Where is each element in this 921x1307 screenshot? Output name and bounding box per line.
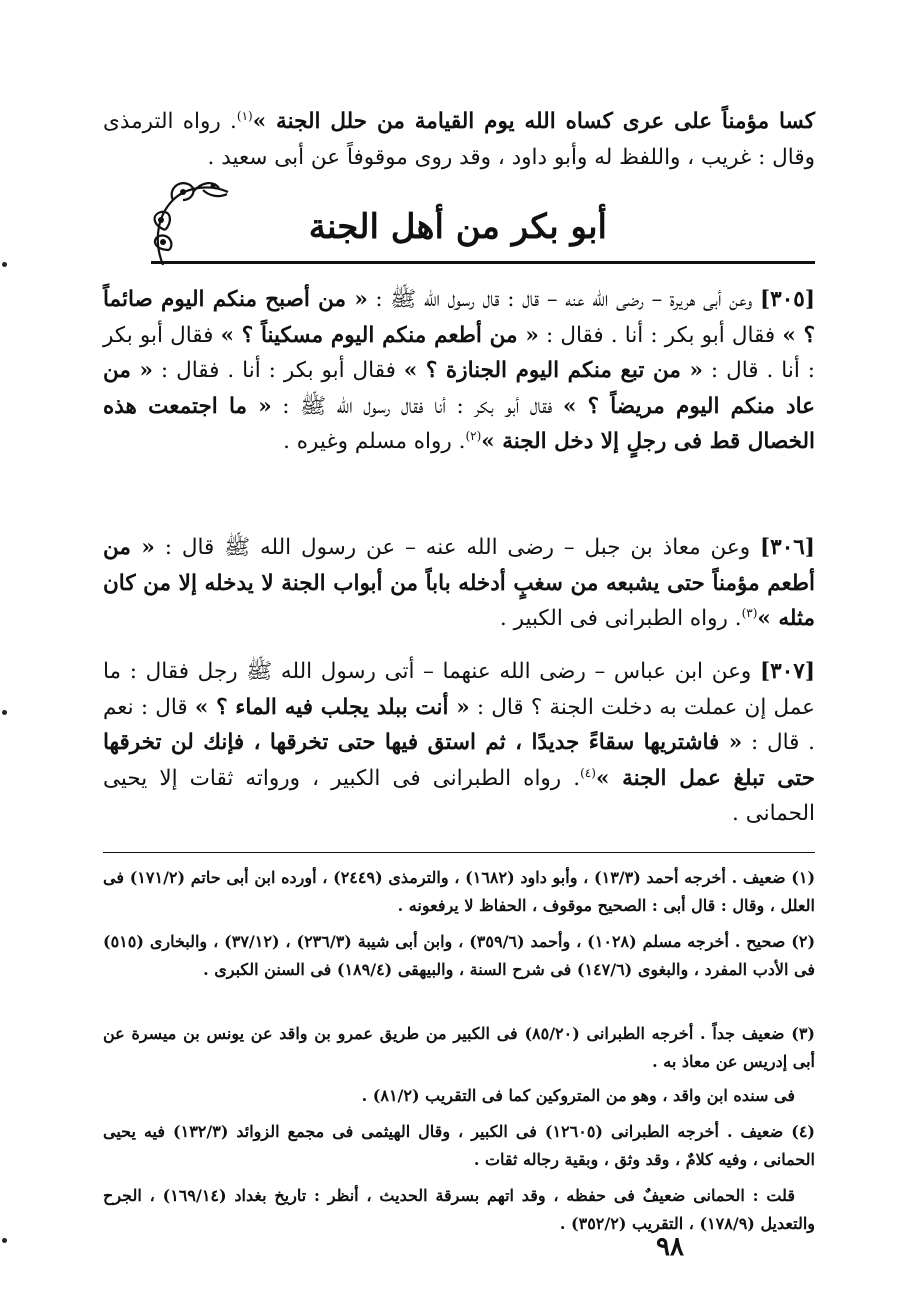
hadith-number: [٣٠٧] (759, 659, 815, 684)
footnote-ref: (٢) (465, 428, 482, 443)
text: فقال أبو بكر : أنا . فقال : (160, 358, 396, 383)
quote-text: « من أصبح منكم اليوم صائماً ؟ » (103, 287, 816, 348)
quote-text: « ما اجتمعت هذه الخصال قط فى رجلٍ إلا دخل الجنة » (103, 393, 815, 454)
hadith-307 (103, 654, 815, 832)
text: قال : نعم . قال : (103, 694, 815, 755)
footnote-4-comment: قلت : الحمانى ضعيفٌ فى حفظه ، وقد اتهم بسرقة الحديث ، أنظر : تاريخ بغداد (١٦٩/١٤) ، الجرح والتعديل (١٧٨/٩) ، التقريب (٣٥٢/٢) . (103, 1186, 815, 1233)
text: . رواه الطبرانى فى الكبير ، ورواته ثقات إلا يحيى الحمانى . (103, 765, 815, 826)
quote-text: « من عاد منكم اليوم مريضاً ؟ » (103, 358, 816, 419)
footnote-ref: (٣) (741, 605, 758, 620)
footnote-3: (٣) ضعيف جداً . أخرجه الطبرانى (٨٥/٢٠) فى الكبير من طريق عمرو بن واقد عن يونس بن ميسرة عن أبى إدريس عن معاذ به . (103, 1024, 815, 1071)
text: وقال : غريب ، واللفظ له وأبو داود ، وقد روى موقوفاً عن أبى سعيد . (207, 144, 815, 170)
text: . رواه الطبرانى فى الكبير . (499, 606, 742, 631)
quote-text: « من أطعم مؤمناً حتى يشبعه من سغبٍ أدخله باباً من أبواب الجنة لا يدخله إلا من كان مثله » (103, 535, 815, 631)
heading-title: أبو بكر من أهل الجنة (308, 207, 607, 247)
continuation-paragraph (103, 104, 815, 175)
page-number: ٩٨ (656, 1232, 684, 1262)
hadith-306 (103, 530, 815, 637)
text: . رواه الترمذى (103, 109, 237, 134)
footnote-1: (١) ضعيف . أخرجه أحمد (١٣/٣) ، وأبو داود (١٦٨٢) ، والترمذى (٢٤٤٩) ، أورده ابن أبى حاتم (١٧١/٢) فى العلل ، وقال : قال أبى : الصحيح موقوف ، الحفاظ لا يرفعونه . (103, 868, 816, 915)
text: فقال أبو بكر : أنا . فقال : (545, 322, 776, 348)
quote-text: كسا مؤمناً على عرى كساه الله يوم القيامة من حلل الجنة » (252, 109, 815, 134)
scan-speck (2, 710, 7, 715)
heading-underline (151, 261, 815, 264)
text: وعن أبى هريرة – رضى الله عنه – قال : قال رسول الله ﷺ : (375, 287, 753, 312)
footnote-2: (٢) صحيح . أخرجه مسلم (١٠٢٨) ، وأحمد (٣٥٩/٦) ، وابن أبى شيبة (٢٣٦/٣) ، (٣٧/١٢) ، والبخارى (٥١٥) فى الأدب المفرد ، والبغوى (١٤٧/٦) فى شرح السنة ، والبيهقى (١٨٩/٤) فى السنن الكبرى . (103, 932, 816, 979)
hadith-number: [٣٠٥] (759, 287, 815, 312)
text: وعن ابن عباس – رضى الله عنهما – أتى رسول الله ﷺ رجل فقال : ما عمل إن عملت به دخلت الجنة ؟ قال : (103, 659, 815, 720)
text: فقال أبو بكر : أنا . قال : (103, 322, 816, 383)
quote-text: « فاشتريها سقاءً جديدًا ، ثم استق فيها حتى تخرقها ، فإنك لن تخرقها حتى تبلغ عمل الجنة » (103, 730, 815, 791)
quote-text: « من تبع منكم اليوم الجنازة ؟ » (403, 358, 703, 383)
footnote-ref: (٤) (580, 765, 596, 780)
floral-ornament-icon (143, 170, 233, 270)
footnote-divider (103, 852, 815, 853)
hadith-305 (103, 282, 815, 460)
footnote-4: (٤) ضعيف . أخرجه الطبرانى (١٢٦٠٥) فى الكبير ، وقال الهيثمى فى مجمع الزوائد (١٣٢/٣) فيه يحيى الحمانى ، وفيه كلامٌ ، وقد وثق ، وبقية رجاله ثقات . (103, 1122, 815, 1169)
scan-speck (2, 1238, 7, 1243)
section-heading (103, 196, 815, 268)
footnote-3-comment: فى سنده ابن واقد ، وهو من المتروكين كما فى التقريب (٨١/٢) . (361, 1086, 795, 1105)
quote-text: « أنت ببلد يجلب فيه الماء ؟ » (194, 694, 470, 720)
text: . رواه مسلم وغيره . (283, 429, 466, 454)
footnote-ref: (١) (236, 108, 253, 123)
quote-text: « من أطعم منكم اليوم مسكيناً ؟ » (220, 322, 539, 348)
text: وعن معاذ بن جبل – رضى الله عنه – عن رسول الله ﷺ قال : (164, 535, 751, 560)
scan-speck (2, 262, 7, 267)
hadith-number: [٣٠٦] (759, 535, 815, 560)
text: فقال أبو بكر : أنا فقال رسول الله ﷺ : (282, 393, 553, 419)
